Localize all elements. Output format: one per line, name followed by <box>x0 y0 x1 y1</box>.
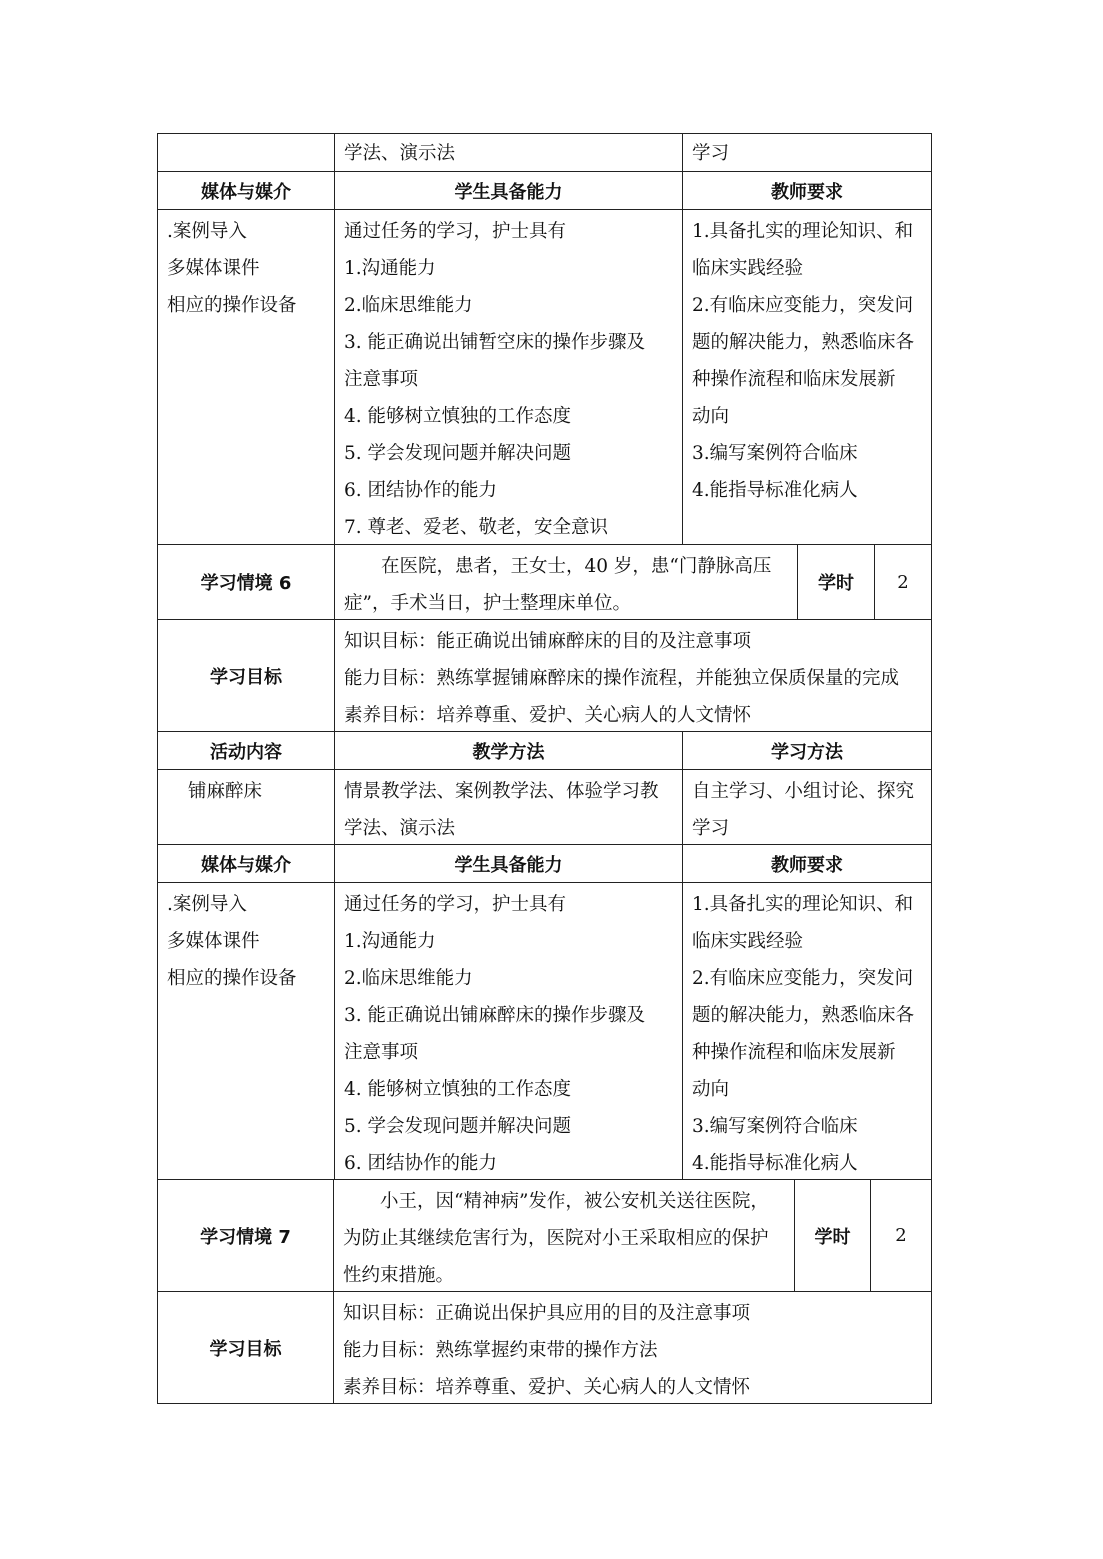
teacher-item: 3.编写案例符合临床 <box>692 443 858 464</box>
goals-row <box>157 1291 932 1404</box>
goals-list <box>334 620 931 731</box>
teach-method-line: 情景教学法、案例教学法、体验学习教 <box>344 781 659 802</box>
scenario-row <box>157 1179 932 1291</box>
goal-item: 能力目标：熟练掌握铺麻醉床的操作流程，并能独立保质保量的完成 <box>344 668 900 689</box>
teach-header: 教学方法 <box>334 732 682 769</box>
learn-method-line: 自主学习、小组讨论、探究 <box>692 781 915 802</box>
empty-cell <box>158 134 334 171</box>
ability-item: 3. 能正确说出铺暂空床的操作步骤及 <box>344 332 646 353</box>
activity-header-row <box>157 731 932 769</box>
hours-label: 学时 <box>794 1180 870 1291</box>
goal-item: 素养目标：培养尊重、爱护、关心病人的人文情怀 <box>344 705 752 726</box>
ability-item: 注意事项 <box>344 369 419 390</box>
ability-item: 7. 尊老、爱老、敬老，安全意识 <box>344 517 609 538</box>
teacher-item: 种操作流程和临床发展新 <box>692 369 896 390</box>
scenario-description: 在医院，患者，王女士，40 岁，患“门静脉高压症”，手术当日，护士整理床单位。 <box>344 556 772 614</box>
goals-row <box>157 619 932 731</box>
scenario-row <box>157 544 932 619</box>
media-item: 相应的操作设备 <box>167 295 297 316</box>
ability-item: 5. 学会发现问题并解决问题 <box>344 443 572 464</box>
teacher-item: 1.具备扎实的理论知识、和 <box>692 894 914 915</box>
learn-method-line: 学习 <box>692 818 730 839</box>
ability-item: 4. 能够树立慎独的工作态度 <box>344 1079 572 1100</box>
ability-item: 1.沟通能力 <box>344 931 436 952</box>
goal-item: 知识目标：能正确说出铺麻醉床的目的及注意事项 <box>344 631 752 652</box>
learn-header: 学习方法 <box>682 732 931 769</box>
media-item: 相应的操作设备 <box>167 968 297 989</box>
teacher-item: 4.能指导标准化病人 <box>692 480 858 501</box>
scenario-line: 为防止其继续危害行为，医院对小王采取相应的保护 <box>343 1228 769 1249</box>
media-item: .案例导入 <box>167 221 247 242</box>
media-list <box>158 883 334 1179</box>
ability-item: 1.沟通能力 <box>344 258 436 279</box>
hours-value: 2 <box>874 545 931 619</box>
ability-item: 5. 学会发现问题并解决问题 <box>344 1116 572 1137</box>
media-header: 媒体与媒介 <box>201 181 291 203</box>
teacher-item: 动向 <box>692 1079 730 1100</box>
ability-item: 3. 能正确说出铺麻醉床的操作步骤及 <box>344 1005 646 1026</box>
content-header: 活动内容 <box>210 741 282 763</box>
activity-row <box>157 769 932 844</box>
teacher-header: 教师要求 <box>682 172 931 209</box>
header-row <box>157 171 932 209</box>
teacher-list <box>682 883 931 1179</box>
teacher-item: 题的解决能力，熟悉临床各 <box>692 1005 915 1026</box>
teacher-item: 动向 <box>692 406 730 427</box>
media-header: 媒体与媒介 <box>201 854 291 876</box>
scenario-text <box>334 545 797 619</box>
teacher-item: 题的解决能力，熟悉临床各 <box>692 332 915 353</box>
hours-label: 学时 <box>797 545 874 619</box>
teacher-list <box>682 210 931 544</box>
ability-header: 学生具备能力 <box>334 172 682 209</box>
teacher-header: 教师要求 <box>682 845 931 882</box>
teach-methods <box>334 770 682 844</box>
teacher-item: 临床实践经验 <box>692 258 804 279</box>
media-item: .案例导入 <box>167 894 247 915</box>
media-list <box>158 210 334 544</box>
learn-methods <box>682 770 931 844</box>
scenario-label: 学习情境 7 <box>200 1226 291 1248</box>
teach-method-line: 学法、演示法 <box>344 818 456 839</box>
ability-item: 注意事项 <box>344 1042 419 1063</box>
learn-method-tail: 学习 <box>682 134 931 171</box>
scenario-line: 小王，因“精神病”发作，被公安机关送往医院， <box>380 1191 769 1212</box>
teacher-item: 种操作流程和临床发展新 <box>692 1042 896 1063</box>
course-table <box>157 133 932 1404</box>
goal-item: 素养目标：培养尊重、爱护、关心病人的人文情怀 <box>343 1377 751 1398</box>
activity-content: 铺麻醉床 <box>188 781 263 802</box>
scenario-text <box>333 1180 794 1291</box>
teacher-item: 临床实践经验 <box>692 931 804 952</box>
scenario-line: 性约束措施。 <box>343 1265 455 1286</box>
goal-item: 能力目标：熟练掌握约束带的操作方法 <box>343 1340 658 1361</box>
ability-item: 6. 团结协作的能力 <box>344 1153 498 1174</box>
teacher-item: 4.能指导标准化病人 <box>692 1153 858 1174</box>
ability-item: 6. 团结协作的能力 <box>344 480 498 501</box>
content-row <box>157 209 932 544</box>
continued-row <box>157 133 932 171</box>
teach-method-tail: 学法、演示法 <box>334 134 682 171</box>
ability-item: 通过任务的学习，护士具有 <box>344 894 567 915</box>
ability-list <box>334 210 682 544</box>
content-row <box>157 882 932 1179</box>
teacher-item: 1.具备扎实的理论知识、和 <box>692 221 914 242</box>
goals-list <box>333 1292 931 1403</box>
hours-value: 2 <box>870 1180 931 1291</box>
goals-label: 学习目标 <box>209 1338 282 1360</box>
goal-item: 知识目标：正确说出保护具应用的目的及注意事项 <box>343 1303 751 1324</box>
ability-item: 通过任务的学习，护士具有 <box>344 221 567 242</box>
goals-label: 学习目标 <box>210 666 282 688</box>
header-row <box>157 844 932 882</box>
media-item: 多媒体课件 <box>167 931 260 952</box>
media-item: 多媒体课件 <box>167 258 260 279</box>
teacher-item: 2.有临床应变能力，突发问 <box>692 968 914 989</box>
ability-item: 2.临床思维能力 <box>344 968 473 989</box>
teacher-item: 3.编写案例符合临床 <box>692 1116 858 1137</box>
scenario-label: 学习情境 6 <box>200 573 292 594</box>
ability-header: 学生具备能力 <box>334 845 682 882</box>
ability-list <box>334 883 682 1179</box>
ability-item: 4. 能够树立慎独的工作态度 <box>344 406 572 427</box>
teacher-item: 2.有临床应变能力，突发问 <box>692 295 914 316</box>
ability-item: 2.临床思维能力 <box>344 295 473 316</box>
